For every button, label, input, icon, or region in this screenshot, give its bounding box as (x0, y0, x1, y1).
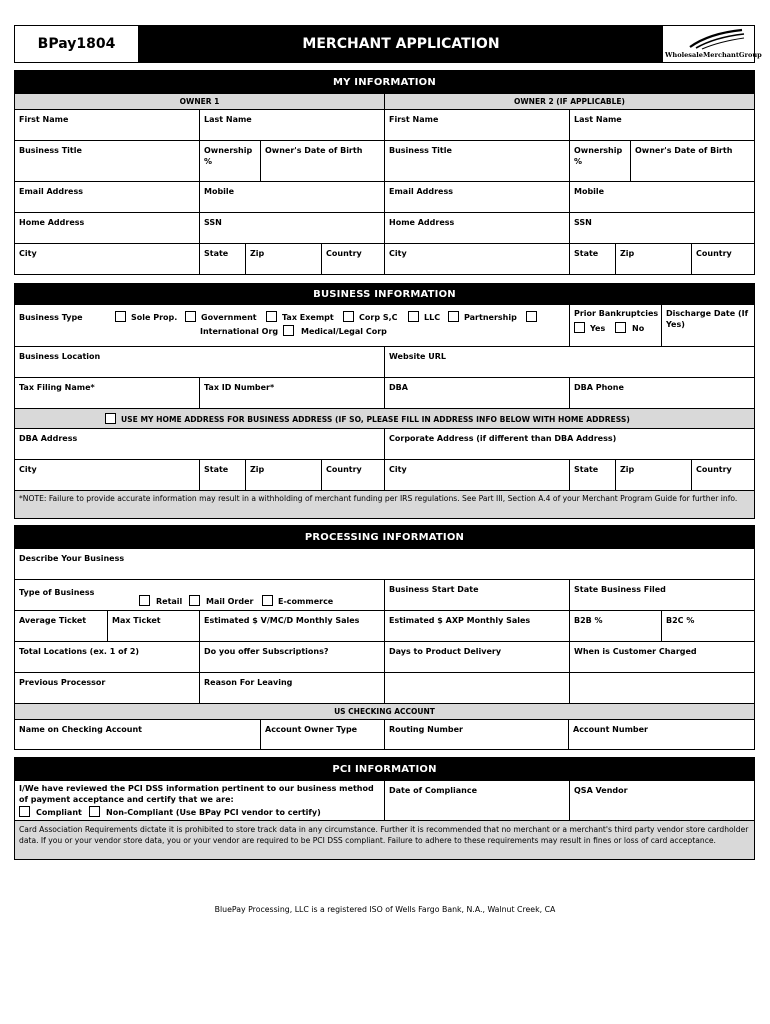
corp-label: Corp S,C (359, 313, 398, 322)
llc-checkbox[interactable] (408, 311, 419, 322)
dba-address-field[interactable]: DBA Address (15, 429, 385, 460)
corporate-address-field[interactable]: Corporate Address (if different than DBA Address) (385, 429, 754, 460)
routing-number-field[interactable]: Routing Number (385, 720, 569, 749)
owner1-home-address-field[interactable]: Home Address (15, 213, 200, 244)
days-to-delivery-field[interactable]: Days to Product Delivery (385, 642, 570, 673)
b2c-field[interactable]: B2C % (662, 611, 754, 642)
sole-prop-checkbox[interactable] (115, 311, 126, 322)
pci-note: Card Association Requirements dictate it is prohibited to store track data in any circumstance. Further it is recommended that no merchant or a merchant's third party vendor store cardholder data. If you or your vendor store data, you or your vendor are required to be PCI DSS compliant. Failure to adhere to these requirements may result in fines or loss of card acceptance. (15, 821, 754, 859)
bankruptcy-no-label: No (632, 324, 645, 333)
business-location-field[interactable]: Business Location (15, 347, 385, 378)
owner2-email-field[interactable]: Email Address (385, 182, 570, 213)
discharge-date-field[interactable]: Discharge Date (If Yes) (662, 305, 754, 347)
date-of-compliance-field[interactable]: Date of Compliance (385, 781, 570, 821)
owner1-city-field[interactable]: City (15, 244, 200, 274)
b2b-field[interactable]: B2B % (570, 611, 662, 642)
compliant-label: Compliant (36, 808, 82, 817)
previous-processor-field[interactable]: Previous Processor (15, 673, 200, 704)
owner2-mobile-field[interactable]: Mobile (570, 182, 754, 213)
government-label: Government (201, 313, 257, 322)
owner2-home-address-field[interactable]: Home Address (385, 213, 570, 244)
customer-charged-field[interactable]: When is Customer Charged (570, 642, 754, 673)
total-locations-field[interactable]: Total Locations (ex. 1 of 2) (15, 642, 200, 673)
tax-exempt-label: Tax Exempt (282, 313, 334, 322)
pci-information-section (14, 757, 755, 860)
ecommerce-label: E-commerce (278, 597, 334, 606)
footer-text: BluePay Processing, LLC is a registered ISO of Wells Fargo Bank, N.A., Walnut Creek, CA (214, 905, 556, 914)
owner2-dob-field[interactable]: Owner's Date of Birth (631, 141, 754, 182)
owner1-zip-field[interactable]: Zip (246, 244, 322, 274)
corp-state-field[interactable]: State (570, 460, 616, 491)
bankruptcy-no-checkbox[interactable] (615, 322, 626, 333)
account-owner-type-field[interactable]: Account Owner Type (261, 720, 385, 749)
pci-statement: I/We have reviewed the PCI DSS information pertinent to our business method of payment acceptance and certify that we are: (19, 784, 374, 804)
partnership-label: Partnership (464, 313, 517, 322)
account-number-field[interactable]: Account Number (573, 725, 648, 734)
owner2-city-field[interactable]: City (385, 244, 570, 274)
business-type-row (15, 305, 570, 347)
section-title: BUSINESS INFORMATION (15, 284, 754, 305)
business-note: *NOTE: Failure to provide accurate information may result in a withholding of merchant funding per IRS regulations. See Part III, Section A.4 of your Merchant Program Guide for further info. (15, 491, 754, 518)
non-compliant-checkbox[interactable] (89, 806, 100, 817)
type-of-business-label: Type of Business (19, 588, 95, 597)
prior-bankruptcies-field (570, 305, 662, 347)
owner2-last-name-field[interactable]: Last Name (570, 110, 754, 141)
use-home-address-label: USE MY HOME ADDRESS FOR BUSINESS ADDRESS (IF SO, PLEASE FILL IN ADDRESS INFO BELOW WITH HOME ADDRESS) (121, 415, 630, 424)
average-ticket-field[interactable]: Average Ticket (15, 611, 108, 642)
dba-field[interactable]: DBA (385, 378, 570, 409)
processing-information-section (14, 525, 755, 750)
llc-label: LLC (424, 313, 441, 322)
owner2-country-field[interactable]: Country (696, 249, 732, 258)
logo-text: WholesaleMerchantGroup (665, 51, 762, 59)
form-header (14, 25, 762, 63)
owner2-ownership-field[interactable]: Ownership % (570, 141, 631, 182)
tax-id-field[interactable]: Tax ID Number* (200, 378, 385, 409)
business-information-section (14, 283, 755, 519)
owner1-ownership-field[interactable]: Ownership % (200, 141, 261, 182)
mail-order-checkbox[interactable] (189, 595, 200, 606)
corp-zip-field[interactable]: Zip (616, 460, 692, 491)
owner2-state-field[interactable]: State (570, 244, 616, 274)
owner2-business-title-field[interactable]: Business Title (385, 141, 570, 182)
tax-filing-name-field[interactable]: Tax Filing Name* (15, 378, 200, 409)
business-start-date-field[interactable]: Business Start Date (385, 580, 570, 611)
government-checkbox[interactable] (185, 311, 196, 322)
reason-for-leaving-field[interactable]: Reason For Leaving (200, 673, 385, 704)
medical-legal-label: Medical/Legal Corp (301, 327, 387, 336)
owner1-state-field[interactable]: State (200, 244, 246, 274)
website-url-field[interactable]: Website URL (385, 347, 754, 378)
international-org-checkbox[interactable] (283, 325, 294, 336)
subscriptions-field[interactable]: Do you offer Subscriptions? (200, 642, 385, 673)
owner1-header: OWNER 1 (15, 94, 385, 110)
retail-checkbox[interactable] (139, 595, 150, 606)
bankruptcy-yes-checkbox[interactable] (574, 322, 585, 333)
compliant-checkbox[interactable] (19, 806, 30, 817)
owner1-ssn-field[interactable]: SSN (200, 213, 385, 244)
state-business-filed-field[interactable]: State Business Filed (570, 580, 754, 611)
owner1-dob-field[interactable]: Owner's Date of Birth (261, 141, 385, 182)
qsa-vendor-field[interactable]: QSA Vendor (570, 781, 754, 821)
business-state-field[interactable]: State (200, 460, 246, 491)
owner1-mobile-field[interactable]: Mobile (200, 182, 385, 213)
international-org-label: International Org (200, 327, 279, 336)
business-country-field[interactable]: Country (322, 460, 385, 491)
bankruptcy-yes-label: Yes (590, 324, 606, 333)
my-information-section (14, 70, 755, 275)
owner2-zip-field[interactable]: Zip (616, 244, 692, 274)
blank-cell-2 (570, 673, 754, 704)
sole-prop-label: Sole Prop. (131, 313, 178, 322)
use-home-address-checkbox[interactable] (105, 413, 116, 424)
section-title: PROCESSING INFORMATION (15, 526, 754, 549)
owner2-ssn-field[interactable]: SSN (570, 213, 754, 244)
owner2-header: OWNER 2 (IF APPLICABLE) (385, 94, 754, 110)
ecommerce-checkbox[interactable] (262, 595, 273, 606)
owner1-last-name-field[interactable]: Last Name (200, 110, 385, 141)
retail-label: Retail (156, 597, 183, 606)
owner1-email-field[interactable]: Email Address (15, 182, 200, 213)
name-on-account-field[interactable]: Name on Checking Account (15, 720, 261, 749)
section-title: PCI INFORMATION (15, 758, 754, 781)
corp-checkbox[interactable] (343, 311, 354, 322)
form-title: MERCHANT APPLICATION (139, 26, 663, 62)
tax-exempt-checkbox[interactable] (266, 311, 277, 322)
non-compliant-label: Non-Compliant (Use BPay PCI vendor to certify) (106, 808, 321, 817)
est-axp-sales-field[interactable]: Estimated $ AXP Monthly Sales (385, 611, 570, 642)
owner1-business-title-field[interactable]: Business Title (15, 141, 200, 182)
logo-swoosh-icon (686, 28, 746, 50)
corp-city-field[interactable]: City (385, 460, 570, 491)
company-logo (664, 26, 762, 62)
partnership-extra-checkbox[interactable] (526, 311, 537, 322)
section-title: MY INFORMATION (15, 71, 754, 94)
type-of-business-row (15, 580, 385, 611)
blank-cell-1 (385, 673, 570, 704)
pci-certification-row (15, 781, 385, 821)
corp-country-field[interactable]: Country (692, 460, 754, 491)
use-home-address-row (15, 409, 754, 429)
checking-account-header: US CHECKING ACCOUNT (15, 704, 754, 720)
owner2-first-name-field[interactable]: First Name (385, 110, 570, 141)
prior-bankruptcies-label: Prior Bankruptcies (574, 309, 659, 318)
business-city-field[interactable]: City (15, 460, 200, 491)
form-id: BPay1804 (15, 26, 139, 62)
owner1-first-name-field[interactable]: First Name (15, 110, 200, 141)
describe-business-field[interactable]: Describe Your Business (15, 549, 754, 580)
max-ticket-field[interactable]: Max Ticket (108, 611, 200, 642)
est-vmc-sales-field[interactable]: Estimated $ V/MC/D Monthly Sales (200, 611, 385, 642)
owner1-country-field[interactable]: Country (322, 244, 385, 274)
dba-phone-field[interactable]: DBA Phone (570, 378, 754, 409)
partnership-checkbox[interactable] (448, 311, 459, 322)
business-zip-field[interactable]: Zip (246, 460, 322, 491)
business-type-label: Business Type (19, 313, 83, 322)
mail-order-label: Mail Order (206, 597, 254, 606)
